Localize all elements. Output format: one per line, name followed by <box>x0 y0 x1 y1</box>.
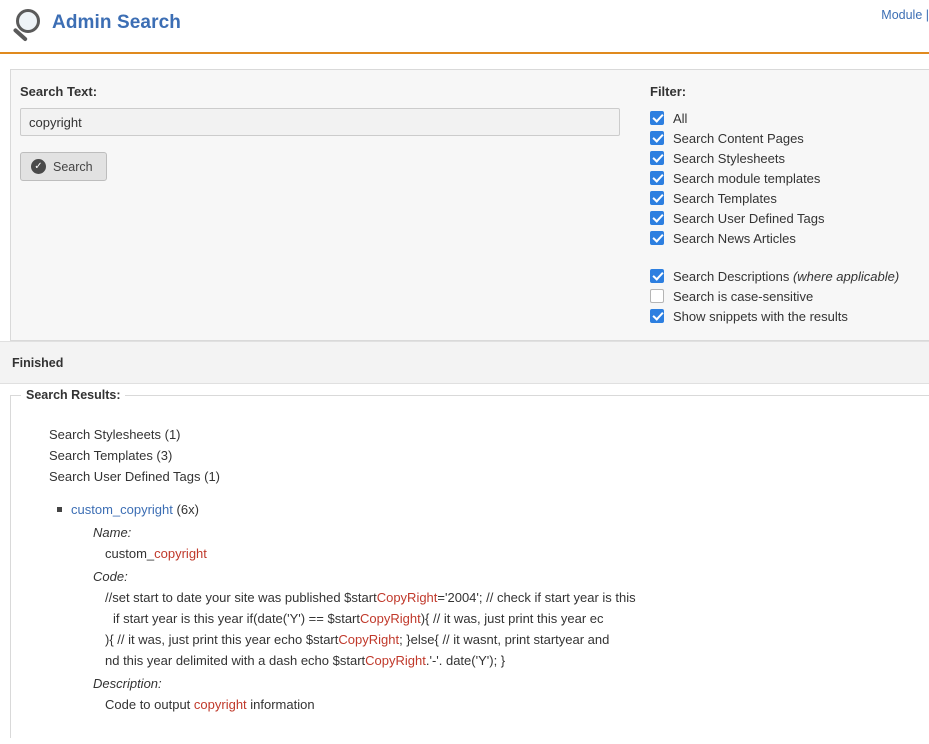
filter-label-templates: Search Templates <box>673 190 777 206</box>
search-results-body <box>11 396 929 715</box>
snippet-description-label: Description: <box>93 676 162 691</box>
checkbox-content-pages[interactable] <box>650 131 664 145</box>
result-match-count: (6x) <box>176 502 199 517</box>
filter-row-all[interactable] <box>650 108 899 128</box>
filter-label-search-descriptions: Search Descriptions (where applicable) <box>673 268 900 284</box>
snippet-code-line-3: ){ // it was, just print this year echo $startCopyRight; }else{ // it wasnt, print startyear and <box>105 632 610 647</box>
result-list <box>49 499 929 715</box>
filter-label-stylesheets: Search Stylesheets <box>673 150 786 166</box>
filter-divider <box>650 248 899 266</box>
filter-label-show-snippets: Show snippets with the results <box>673 308 848 324</box>
module-help-link[interactable]: Module | <box>881 8 929 22</box>
filter-row-news-articles[interactable] <box>650 228 899 248</box>
snippet-name-value: custom_copyright <box>105 546 207 561</box>
search-text-label: Search Text: <box>20 84 98 99</box>
filter-row-stylesheets[interactable] <box>650 148 899 168</box>
result-link-custom-copyright[interactable]: custom_copyright <box>71 502 173 517</box>
checkbox-news-articles[interactable] <box>650 231 664 245</box>
list-item <box>71 499 929 715</box>
filter-label-user-defined-tags: Search User Defined Tags <box>673 210 825 226</box>
snippet-code-label: Code: <box>93 569 128 584</box>
filter-row-search-descriptions[interactable] <box>650 266 899 286</box>
filter-label-news-articles: Search News Articles <box>673 230 796 246</box>
check-circle-icon: ✓ <box>31 159 46 174</box>
search-button[interactable] <box>20 152 107 181</box>
checkbox-show-snippets[interactable] <box>650 309 664 323</box>
result-group-templates: Search Templates (3) <box>49 448 173 463</box>
checkbox-case-sensitive[interactable] <box>650 289 664 303</box>
snippet-code-line-1: //set start to date your site was published $startCopyRight='2004'; // check if start year is this <box>105 590 636 605</box>
snippet-code-line-4: nd this year delimited with a dash echo $startCopyRight.'-'. date('Y'); } <box>105 653 506 668</box>
search-input[interactable] <box>20 108 620 136</box>
page-title: Admin Search <box>52 12 181 33</box>
magnifier-icon <box>12 6 46 40</box>
filter-label-all: All <box>673 110 688 126</box>
checkbox-user-defined-tags[interactable] <box>650 211 664 225</box>
filter-label: Filter: <box>650 84 687 99</box>
filter-label-content-pages: Search Content Pages <box>673 130 804 146</box>
search-button-label: Search <box>53 159 93 174</box>
snippet-code-line-2: if start year is this year if(date('Y') == $startCopyRight){ // it was, just print this year ec <box>113 611 604 626</box>
filter-row-templates[interactable] <box>650 188 899 208</box>
search-results-legend: Search Results: <box>21 388 125 402</box>
filter-row-user-defined-tags[interactable] <box>650 208 899 228</box>
snippet-name-label: Name: <box>93 525 132 540</box>
filter-label-module-templates: Search module templates <box>673 170 821 186</box>
search-form-column <box>20 84 640 326</box>
header-left <box>0 0 929 40</box>
filter-row-module-templates[interactable] <box>650 168 899 188</box>
result-group-user-defined-tags: Search User Defined Tags (1) <box>49 469 221 484</box>
checkbox-templates[interactable] <box>650 191 664 205</box>
filter-row-case-sensitive[interactable] <box>650 286 899 306</box>
search-results-panel <box>10 388 929 738</box>
snippet-description-value: Code to output copyright information <box>105 697 315 712</box>
checkbox-stylesheets[interactable] <box>650 151 664 165</box>
status-bar <box>0 341 929 384</box>
status-text: Finished <box>12 355 64 370</box>
result-group-stylesheets: Search Stylesheets (1) <box>49 427 181 442</box>
filter-row-show-snippets[interactable] <box>650 306 899 326</box>
page-header <box>0 0 929 54</box>
checkbox-module-templates[interactable] <box>650 171 664 185</box>
checkbox-search-descriptions[interactable] <box>650 269 664 283</box>
filter-label-case-sensitive: Search is case-sensitive <box>673 288 814 304</box>
filter-column <box>640 84 899 326</box>
checkbox-all[interactable] <box>650 111 664 125</box>
filter-row-content-pages[interactable] <box>650 128 899 148</box>
result-snippet <box>93 522 929 715</box>
search-panel <box>10 69 929 341</box>
